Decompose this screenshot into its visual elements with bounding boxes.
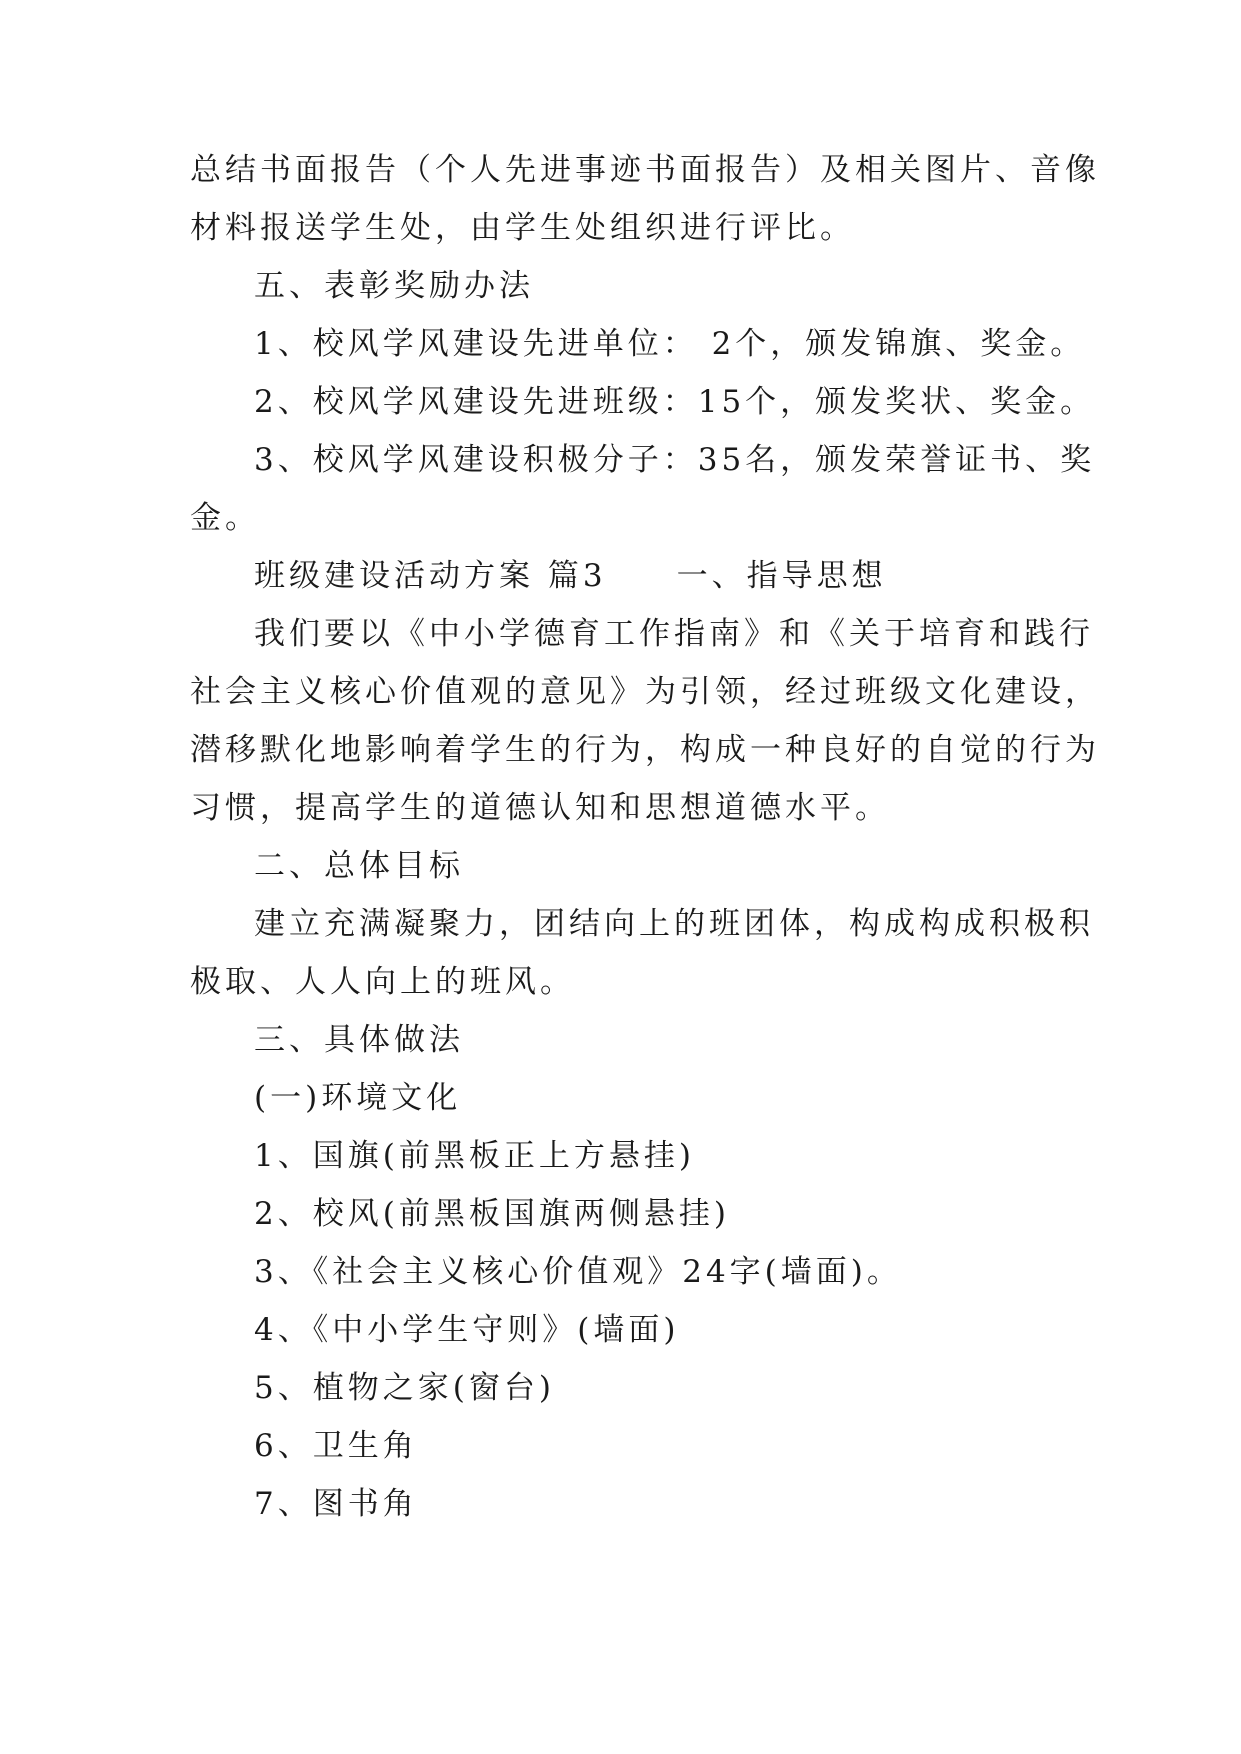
paragraph-line: 潜移默化地影响着学生的行为，构成一种良好的自觉的行为 — [190, 732, 1100, 768]
list-item: 6、卫生角 — [254, 1428, 418, 1464]
list-item: 1、国旗(前黑板正上方悬挂) — [254, 1138, 695, 1174]
list-item: 3、校风学风建设积极分子：35名，颁发荣誉证书、奖 — [254, 442, 1096, 478]
text-line: 金。 — [190, 500, 260, 536]
list-item: 2、校风(前黑板国旗两侧悬挂) — [254, 1196, 730, 1232]
paragraph-line: 习惯，提高学生的道德认知和思想道德水平。 — [190, 790, 890, 826]
list-item: 2、校风学风建设先进班级：15个，颁发奖状、奖金。 — [254, 384, 1096, 420]
section-heading: 班级建设活动方案 篇3 一、指导思想 — [254, 558, 887, 594]
paragraph-line: 建立充满凝聚力，团结向上的班团体，构成构成积极积 — [254, 906, 1094, 942]
list-item: 3、《社会主义核心价值观》24字(墙面)。 — [254, 1254, 902, 1290]
section-heading: 五、表彰奖励办法 — [254, 268, 534, 304]
list-item: 1、校风学风建设先进单位： 2个，颁发锦旗、奖金。 — [254, 326, 1086, 362]
list-item: 4、《中小学生守则》(墙面) — [254, 1312, 680, 1348]
list-item: 5、植物之家(窗台) — [254, 1370, 555, 1406]
paragraph-line: 社会主义核心价值观的意见》为引领，经过班级文化建设， — [190, 674, 1100, 710]
paragraph-line: 极取、人人向上的班风。 — [190, 964, 575, 1000]
list-item: 7、图书角 — [254, 1486, 418, 1522]
paragraph-line: 我们要以《中小学德育工作指南》和《关于培育和践行 — [254, 616, 1094, 652]
text-line: 总结书面报告（个人先进事迹书面报告）及相关图片、音像 — [190, 152, 1100, 188]
section-heading: 三、具体做法 — [254, 1022, 464, 1058]
section-heading: 二、总体目标 — [254, 848, 464, 884]
text-line: 材料报送学生处，由学生处组织进行评比。 — [190, 210, 855, 246]
subsection-heading: (一)环境文化 — [254, 1080, 462, 1116]
